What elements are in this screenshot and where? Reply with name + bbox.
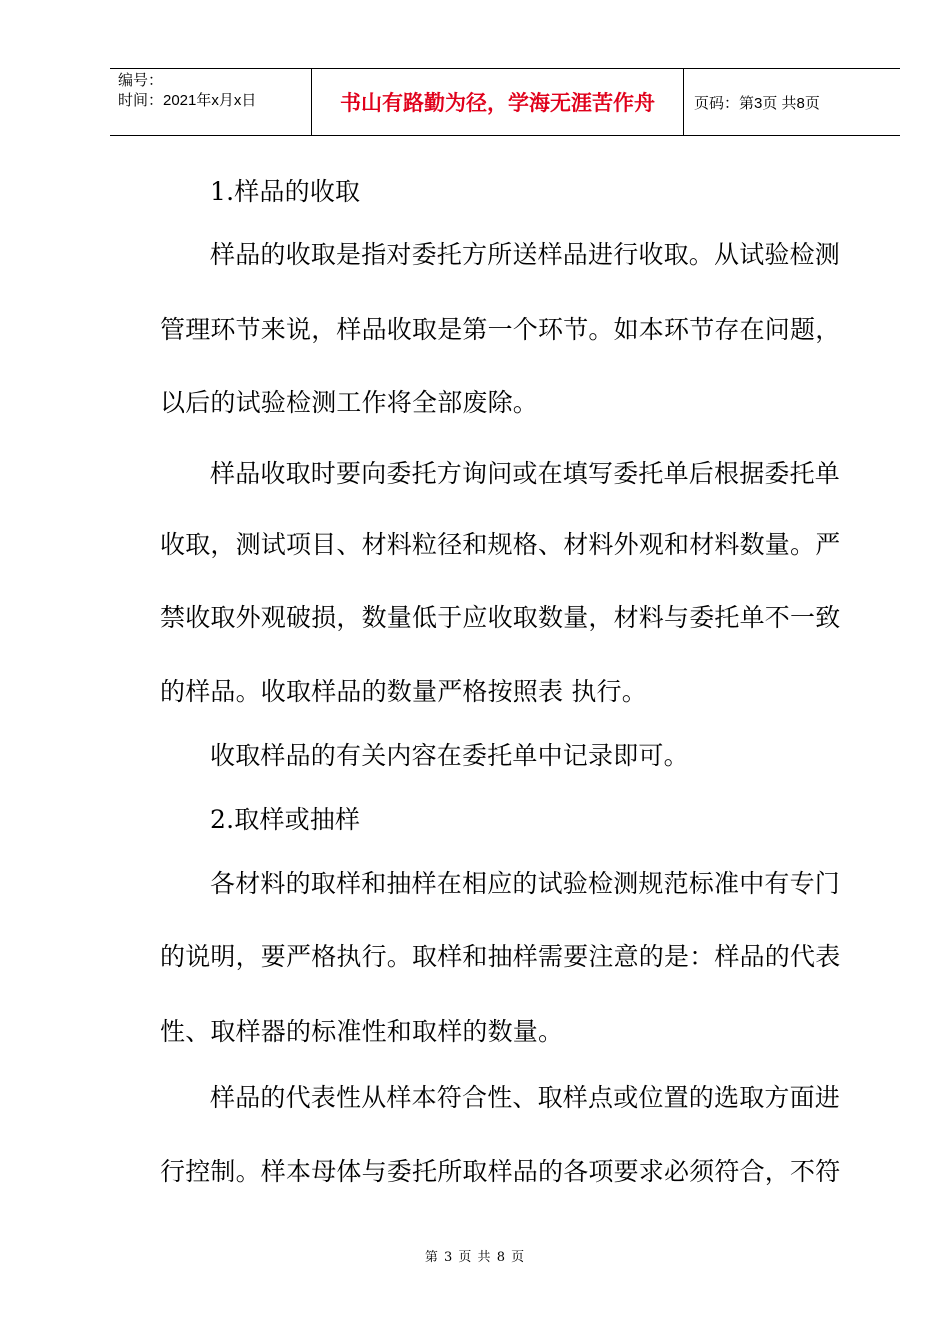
header-meta-cell — [110, 69, 312, 135]
paragraph-line: 的说明，要严格执行。取样和抽样需要注意的是：样品的代表 — [160, 942, 841, 971]
page-footer: 第 3 页 共 8 页 — [424, 1250, 526, 1265]
paragraph-line: 性、取样器的标准性和取样的数量。 — [160, 1017, 564, 1046]
header-page-cell — [684, 69, 900, 135]
header-motto-cell — [312, 69, 684, 135]
paragraph-line: 收取，测试项目、材料粒径和规格、材料外观和材料数量。严 — [160, 530, 841, 559]
paragraph-line: 样品的收取是指对委托方所送样品进行收取。从试验检测 — [210, 240, 841, 269]
paragraph-line: 行控制。样本母体与委托所取样品的各项要求必须符合，不符 — [160, 1157, 841, 1186]
paragraph-line: 收取样品的有关内容在委托单中记录即可。 — [210, 741, 689, 770]
page-header — [110, 68, 900, 136]
paragraph-line: 以后的试验检测工作将全部废除。 — [160, 388, 539, 417]
page-info: 页码：第3页 共8页 — [694, 94, 820, 112]
number-label: 编号： — [118, 72, 164, 89]
paragraph-line: 样品收取时要向委托方询问或在填写委托单后根据委托单 — [210, 459, 841, 488]
section-heading: 2.取样或抽样 — [210, 805, 361, 834]
paragraph-line: 各材料的取样和抽样在相应的试验检测规范标准中有专门 — [210, 869, 841, 898]
paragraph-line: 的样品。收取样品的数量严格按照表 执行。 — [160, 677, 647, 706]
date-label: 时间：2021年x月x日 — [118, 92, 257, 109]
paragraph-line: 禁收取外观破损，数量低于应收取数量，材料与委托单不一致 — [160, 603, 841, 632]
section-heading: 1.样品的收取 — [210, 177, 361, 206]
paragraph-line: 样品的代表性从样本符合性、取样点或位置的选取方面进 — [210, 1083, 841, 1112]
motto-text: 书山有路勤为径，学海无涯苦作舟 — [340, 91, 655, 115]
paragraph-line: 管理环节来说，样品收取是第一个环节。如本环节存在问题， — [160, 315, 841, 344]
